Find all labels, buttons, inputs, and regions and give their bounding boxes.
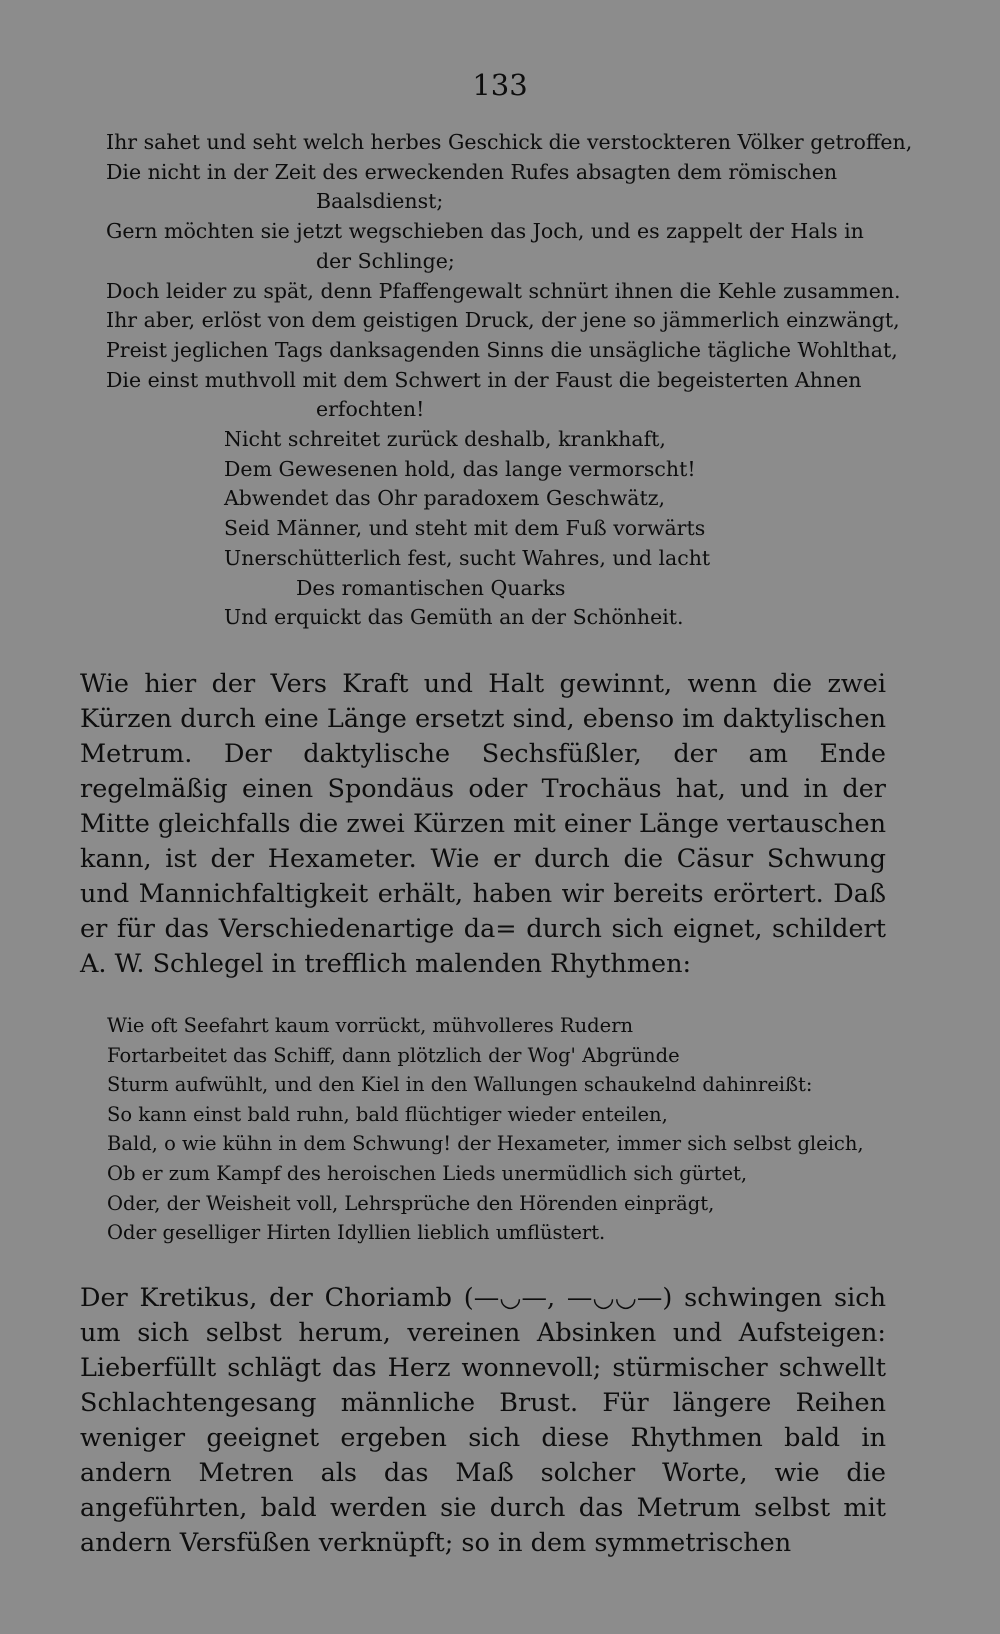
verse-line: Dem Gewesenen hold, das lange vermorscht!: [224, 456, 696, 481]
verse-line: erfochten!: [316, 397, 425, 422]
verse-line: Unerschütterlich fest, sucht Wahres, und lacht: [224, 545, 711, 570]
verse-line: Ob er zum Kampf des heroischen Lieds unermüdlich sich gürtet,: [107, 1161, 748, 1185]
verse-line: Des romantischen Quarks: [296, 575, 566, 600]
verse-line: Seid Männer, und steht mit dem Fuß vorwärts: [224, 516, 706, 541]
verse-quotation-2: [0, 1011, 1000, 1248]
verse-line: Abwendet das Ohr paradoxem Geschwätz,: [224, 486, 666, 511]
verse-line: Bald, o wie kühn in dem Schwung! der Hexameter, immer sich selbst gleich,: [107, 1132, 864, 1156]
verse-line: Sturm aufwühlt, und den Kiel in den Wallungen schaukelnd dahinreißt:: [107, 1073, 813, 1097]
verse-line: Die einst muthvoll mit dem Schwert in der Faust die begeisterten Ahnen: [106, 367, 862, 392]
body-paragraph-2: Der Kretikus, der Choriamb (—◡—, —◡◡—) schwingen sich um sich selbst herum, vereinen Absinken und Aufsteigen: Lieberfüllt schlägt das Herz wonnevoll; stürmischer schwellt Schlachtengesang männliche Brust. Für längere Reihen weniger geeignet ergeben sich diese Rhythmen bald in andern Metren als das Maß solcher Worte, wie die angeführten, bald werden sie durch das Metrum selbst mit andern Versfüßen verknüpft; so in dem symmetrischen: [80, 1283, 886, 1558]
verse-line: Nicht schreitet zurück deshalb, krankhaft,: [224, 427, 666, 452]
verse-line: Ihr sahet und seht welch herbes Geschick die verstockteren Völker getroffen,: [106, 130, 913, 154]
verse-line: Wie oft Seefahrt kaum vorrückt, mühvolleres Rudern: [107, 1014, 634, 1037]
verse-line: Gern möchten sie jetzt wegschieben das Joch, und es zappelt der Hals in: [106, 219, 864, 244]
verse-line: Fortarbeitet das Schiff, dann plötzlich der Wog' Abgründe: [107, 1043, 680, 1067]
verse-line: Die nicht in der Zeit des erweckenden Rufes absagten dem römischen: [106, 159, 838, 184]
verse-quotation-1: [0, 128, 1000, 633]
verse-line: Und erquickt das Gemüth an der Schönheit.: [224, 605, 684, 630]
verse-line: Preist jeglichen Tags danksagenden Sinns die unsägliche tägliche Wohlthat,: [106, 337, 898, 362]
verse-line: Baalsdienst;: [316, 189, 444, 214]
verse-line: Oder, der Weisheit voll, Lehrsprüche den Hörenden einprägt,: [107, 1191, 715, 1215]
verse-line: Oder geselliger Hirten Idyllien lieblich umflüstert.: [107, 1221, 606, 1245]
body-paragraph-1: Wie hier der Vers Kraft und Halt gewinnt, wenn die zwei Kürzen durch eine Länge ersetzt sind, ebenso im daktylischen Metrum. Der daktylische Sechsfüßler, der am Ende regelmäßig einen Spondäus oder Trochäus hat, und in der Mitte gleichfalls die zwei Kürzen mit einer Länge vertauschen kann, ist der Hexameter. Wie er durch die Cäsur Schwung und Mannichfaltigkeit erhält, haben wir bereits erörtert. Daß er für das Verschiedenartige da= durch sich eignet, schildert A. W. Schlegel in trefflich malenden Rhythmen:: [80, 669, 886, 979]
page-number: 133: [472, 68, 528, 102]
verse-line: Ihr aber, erlöst von dem geistigen Druck, der jene so jämmerlich einzwängt,: [106, 308, 900, 333]
verse-line: der Schlinge;: [316, 248, 455, 273]
verse-line: Doch leider zu spät, denn Pfaffengewalt schnürt ihnen die Kehle zusammen.: [106, 278, 901, 303]
verse-line: So kann einst bald ruhn, bald flüchtiger wieder enteilen,: [107, 1102, 668, 1126]
